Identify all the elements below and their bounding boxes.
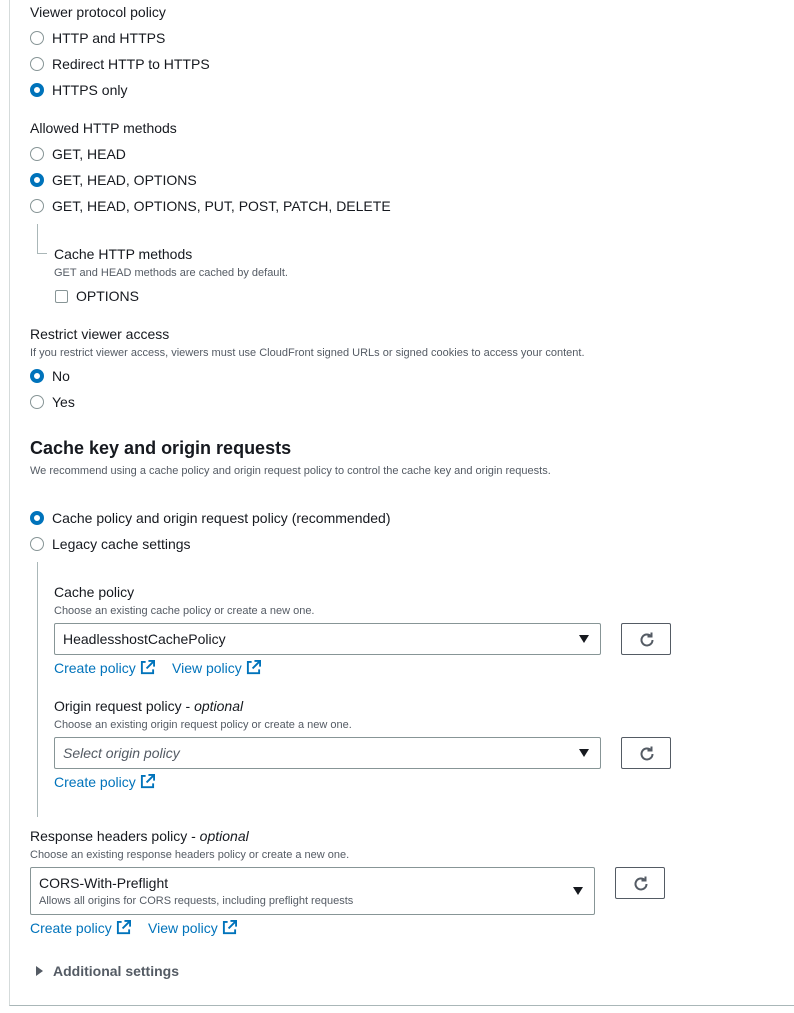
radio-legacy-cache[interactable] [30,537,44,551]
refresh-icon [632,875,650,893]
cache-policy-view-link[interactable] [172,660,261,676]
origin-request-policy-optional: optional [194,698,244,714]
cache-policy-value: HeadlesshostCachePolicy [63,631,226,647]
caret-right-icon [36,966,43,976]
response-headers-select[interactable] [30,867,595,915]
restrict-yes-label[interactable]: Yes [52,394,75,410]
radio-all-methods[interactable] [30,199,44,213]
response-headers-view-text: View policy [148,920,218,936]
options-checkbox[interactable] [55,290,68,303]
origin-policy-create-link[interactable] [54,774,155,790]
response-headers-policy-optional: optional [199,828,249,844]
response-headers-policy-label-text: Response headers policy [30,828,188,844]
option-get-head-options-label[interactable]: GET, HEAD, OPTIONS [52,172,197,188]
allowed-methods-label: Allowed HTTP methods [30,120,177,136]
response-headers-policy-label [30,828,249,844]
refresh-icon [638,631,656,649]
response-headers-view-link[interactable] [148,920,237,936]
option-http-https-label[interactable]: HTTP and HTTPS [52,30,166,46]
radio-restrict-no[interactable] [30,369,44,383]
origin-policy-select[interactable] [54,737,601,769]
viewer-protocol-label: Viewer protocol policy [30,4,166,20]
external-link-icon [116,920,131,935]
cache-policy-view-text: View policy [172,660,242,676]
origin-policy-placeholder: Select origin policy [63,745,180,761]
cache-policy-refresh-button[interactable] [621,623,671,655]
external-link-icon [246,660,261,675]
tree-connector-branch [37,253,47,254]
restrict-viewer-description: If you restrict viewer access, viewers must use CloudFront signed URLs or signed cookies to access your content. [30,347,585,359]
origin-request-policy-separator: - [181,698,195,714]
origin-policy-create-text: Create policy [54,774,136,790]
radio-restrict-yes[interactable] [30,395,44,409]
response-headers-value: CORS-With-Preflight [39,875,169,891]
radio-cache-policy-recommended[interactable] [30,511,44,525]
restrict-viewer-label: Restrict viewer access [30,326,170,342]
cache-policy-description: Choose an existing cache policy or create a new one. [54,605,315,617]
cache-policy-select[interactable] [54,623,601,655]
restrict-no-label[interactable]: No [52,368,70,384]
external-link-icon [140,774,155,789]
cache-policy-create-text: Create policy [54,660,136,676]
cache-key-description: We recommend using a cache policy and origin request policy to control the cache key and origin requests. [30,465,551,477]
cache-policy-label: Cache policy [54,584,135,600]
cache-policy-recommended-label[interactable]: Cache policy and origin request policy (recommended) [52,510,391,526]
radio-get-head-options[interactable] [30,173,44,187]
nested-settings-divider [37,562,38,817]
additional-settings-toggle[interactable] [30,960,200,982]
external-link-icon [222,920,237,935]
radio-get-head[interactable] [30,147,44,161]
caret-down-icon [579,749,589,757]
option-all-methods-label[interactable]: GET, HEAD, OPTIONS, PUT, POST, PATCH, DELETE [52,198,391,214]
cache-key-heading: Cache key and origin requests [30,438,292,458]
additional-settings-label: Additional settings [53,963,179,979]
cache-policy-create-link[interactable] [54,660,155,676]
external-link-icon [140,660,155,675]
response-headers-refresh-button[interactable] [615,867,665,899]
response-headers-value-description: Allows all origins for CORS requests, including preflight requests [39,895,354,907]
radio-http-https[interactable] [30,31,44,45]
refresh-icon [638,745,656,763]
origin-request-policy-label [54,698,243,714]
radio-https-only[interactable] [30,83,44,97]
origin-request-policy-description: Choose an existing origin request policy or create a new one. [54,719,352,731]
response-headers-create-text: Create policy [30,920,112,936]
option-get-head-label[interactable]: GET, HEAD [52,146,126,162]
caret-down-icon [579,635,589,643]
origin-request-policy-label-text: Origin request policy [54,698,182,714]
tree-connector [37,224,38,254]
response-headers-create-link[interactable] [30,920,131,936]
response-headers-policy-separator: - [187,828,200,844]
cache-methods-label: Cache HTTP methods [54,246,193,262]
origin-policy-refresh-button[interactable] [621,737,671,769]
response-headers-policy-description: Choose an existing response headers policy or create a new one. [30,849,350,861]
caret-down-icon [573,887,583,895]
cache-methods-description: GET and HEAD methods are cached by default. [54,267,288,279]
legacy-cache-label[interactable]: Legacy cache settings [52,536,191,552]
options-checkbox-label[interactable]: OPTIONS [76,288,140,304]
radio-redirect-https[interactable] [30,57,44,71]
option-https-only-label[interactable]: HTTPS only [52,82,128,98]
option-redirect-https-label[interactable]: Redirect HTTP to HTTPS [52,56,210,72]
